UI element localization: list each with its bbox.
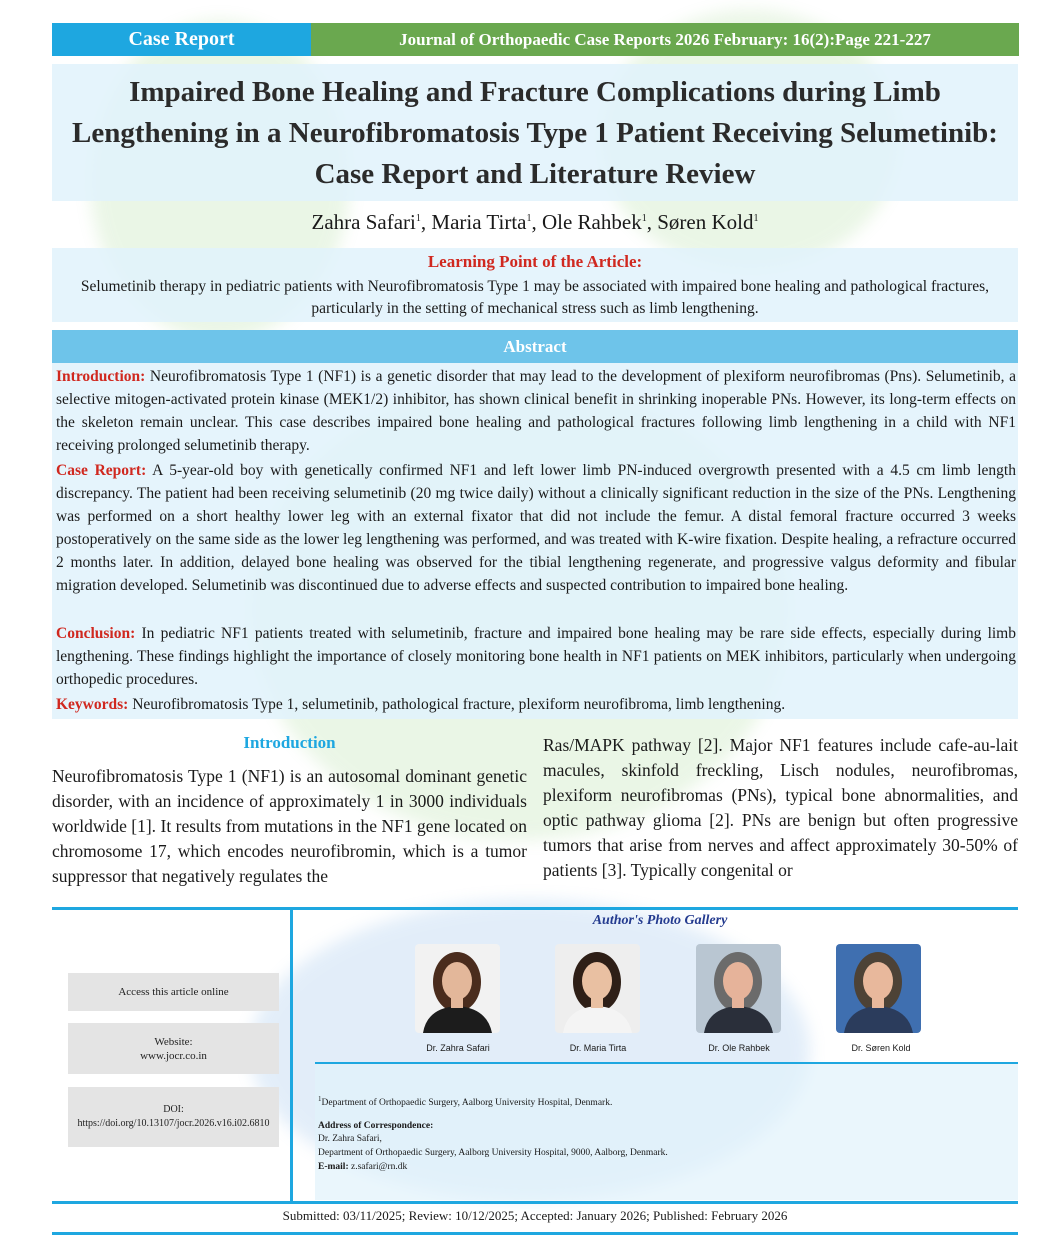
journal-line: Journal of Orthopaedic Case Reports 2026 February: 16(2):Page 221-227	[311, 23, 1019, 56]
abstract-keywords	[56, 693, 1016, 716]
panel-bottom-rule	[52, 1201, 1018, 1204]
email-link[interactable]: z.safari@rn.dk	[350, 1162, 408, 1172]
author-name: Ole Rahbek	[541, 210, 642, 234]
abstract-introduction	[56, 365, 1016, 457]
section-text: Neurofibromatosis Type 1, selumetinib, pathological fracture, plexiform neurofibroma, limb lengthening.	[128, 696, 786, 713]
correspondence-email-line	[318, 1161, 407, 1174]
introduction-left-column: Neurofibromatosis Type 1 (NF1) is an autosomal dominant genetic disorder, with an incidence of approximately 1 in 3000 individuals worldwide [1]. It results from mutations in the NF1 gene located on chromosome 17, which encodes neurofibromin, which is a tumor suppressor that negatively regulates the	[52, 766, 527, 886]
correspondence-name: Dr. Zahra Safari,	[318, 1134, 382, 1144]
portrait-face	[863, 962, 893, 1000]
section-text: Neurofibromatosis Type 1 (NF1) is a genetic disorder that may lead to the development of plexiform neurofibromas (Pns). Selumetinib, a selective mitogen-activated protein kinase (MEK1/2) inhibitor, has shown clinical benefit in shrinking inoperable PNs. However, its long-term effects on the skeleton remain unclear. This case describes impaired bone healing and pathological fractures following limb lengthening in a child with NF1 receiving prolonged selumetinib therapy.	[56, 368, 1016, 454]
abstract-case-report	[56, 459, 1016, 597]
portrait-illustration	[415, 944, 500, 1033]
access-online-label: Access this article online	[118, 986, 229, 998]
portrait-illustration	[696, 944, 781, 1033]
footer-rule	[52, 1232, 1018, 1235]
introduction-heading: Introduction	[243, 733, 336, 752]
portrait-illustration	[555, 944, 640, 1033]
doi-box	[68, 1087, 279, 1147]
portrait-face	[723, 962, 753, 1000]
access-online-box	[68, 973, 279, 1011]
author-affiliation: 1	[753, 213, 759, 224]
author-affiliation: 1	[641, 213, 647, 224]
author-photo-caption: Dr. Søren Kold	[851, 1043, 911, 1053]
portrait-illustration	[836, 944, 921, 1033]
learning-point-heading: Learning Point of the Article:	[427, 252, 643, 271]
panel-top-rule	[52, 907, 1018, 910]
author-photo-caption: Dr. Maria Tirta	[569, 1043, 627, 1053]
section-label: Case Report	[52, 23, 311, 56]
author-name: Søren Kold	[657, 210, 754, 234]
affiliation-mark: 1	[318, 1095, 322, 1103]
doi-link[interactable]: https://doi.org/10.13107/jocr.2026.v16.i02.6810	[77, 1118, 270, 1129]
author-affiliation: 1	[415, 213, 421, 224]
doi-label: DOI:	[163, 1104, 184, 1115]
author-photo	[555, 944, 640, 1033]
author-name: Zahra Safari	[311, 210, 416, 234]
panel-divider	[290, 909, 293, 1202]
learning-point-text: Selumetinib therapy in pediatric patients with Neurofibromatosis Type 1 may be associated with impaired bone healing and pathological fractures, particularly in the setting of mechanical stress such as limb lengthening.	[80, 278, 990, 317]
portrait-face	[582, 962, 612, 1000]
author-photo	[836, 944, 921, 1033]
correspondence-heading: Address of Correspondence:	[318, 1121, 434, 1131]
section-text: A 5-year-old boy with genetically confirmed NF1 and left lower limb PN-induced overgrowth presented with a 4.5 cm limb length discrepancy. The patient had been receiving selumetinib (20 mg twice daily) without a clinically significant reduction in the size of the PNs. Lengthening was performed on a short healthy lower leg with an external fixator that did not include the femur. A distal femoral fracture occurred 3 weeks postoperatively on the same side as the lower leg lengthening was performed, and was treated with K-wire fixation. Despite healing, a refracture occurred 2 months later. In addition, delayed bone healing was observed for the tibial lengthening regenerate, and progressive valgus deformity and fibular migration developed. Selumetinib was discontinued due to adverse effects and suspected contribution to impaired bone healing.	[56, 462, 1016, 594]
abstract-heading: Abstract	[52, 330, 1018, 363]
gallery-heading: Author's Photo Gallery	[592, 913, 728, 928]
abstract-conclusion	[56, 622, 1016, 691]
email-label: E-mail:	[318, 1162, 349, 1172]
author-photo	[415, 944, 500, 1033]
affiliation-text: Department of Orthopaedic Surgery, Aalborg University Hospital, Denmark.	[321, 1098, 613, 1109]
section-text: In pediatric NF1 patients treated with selumetinib, fracture and impaired bone healing may be rare side effects, especially during limb lengthening. These findings highlight the importance of closely monitoring bone health in NF1 patients on MEK inhibitors, particularly when undergoing orthopedic procedures.	[56, 625, 1016, 688]
website-box	[68, 1023, 279, 1074]
section-label: Conclusion:	[56, 625, 136, 642]
author-list: Zahra Safari$^1$, Maria Tirta$^1$, Ole Rahbek$^1$, Søren Kold$^1$	[311, 210, 759, 234]
author-affiliation: 1	[526, 213, 532, 224]
section-label: Case Report:	[56, 462, 147, 479]
author-photo-caption: Dr. Ole Rahbek	[708, 1043, 770, 1053]
article-title: Impaired Bone Healing and Fracture Complications during Limb Lengthening in a Neurofibromatosis Type 1 Patient Receiving Selumetinib: Case Report and Literature Review	[72, 76, 998, 190]
author-photo-caption: Dr. Zahra Safari	[426, 1043, 490, 1053]
section-label: Keywords:	[56, 696, 129, 713]
publication-dates: Submitted: 03/11/2025; Review: 10/12/2025; Accepted: January 2026; Published: February 2026	[282, 1208, 788, 1223]
affiliation-line	[318, 1093, 612, 1110]
section-label: Introduction:	[56, 368, 146, 385]
introduction-right-column: Ras/MAPK pathway [2]. Major NF1 features include cafe-au-lait macules, skinfold freckling, Lisch nodules, neurofibromas, plexiform neurofibromas (PNs), typical bone abnormalities, and optic pathway glioma [2]. PNs are benign but often progressive tumors that arise from nerves and affect approximately 30-50% of patients [3]. Typically congenital or	[543, 735, 1018, 880]
portrait-face	[442, 962, 472, 1000]
correspondence-address: Department of Orthopaedic Surgery, Aalborg University Hospital, 9000, Aalborg, Denmark.	[318, 1148, 668, 1158]
website-label: Website:	[154, 1036, 193, 1048]
author-name: Maria Tirta	[431, 210, 527, 234]
website-link[interactable]: www.jocr.co.in	[140, 1050, 207, 1062]
author-photo	[696, 944, 781, 1033]
